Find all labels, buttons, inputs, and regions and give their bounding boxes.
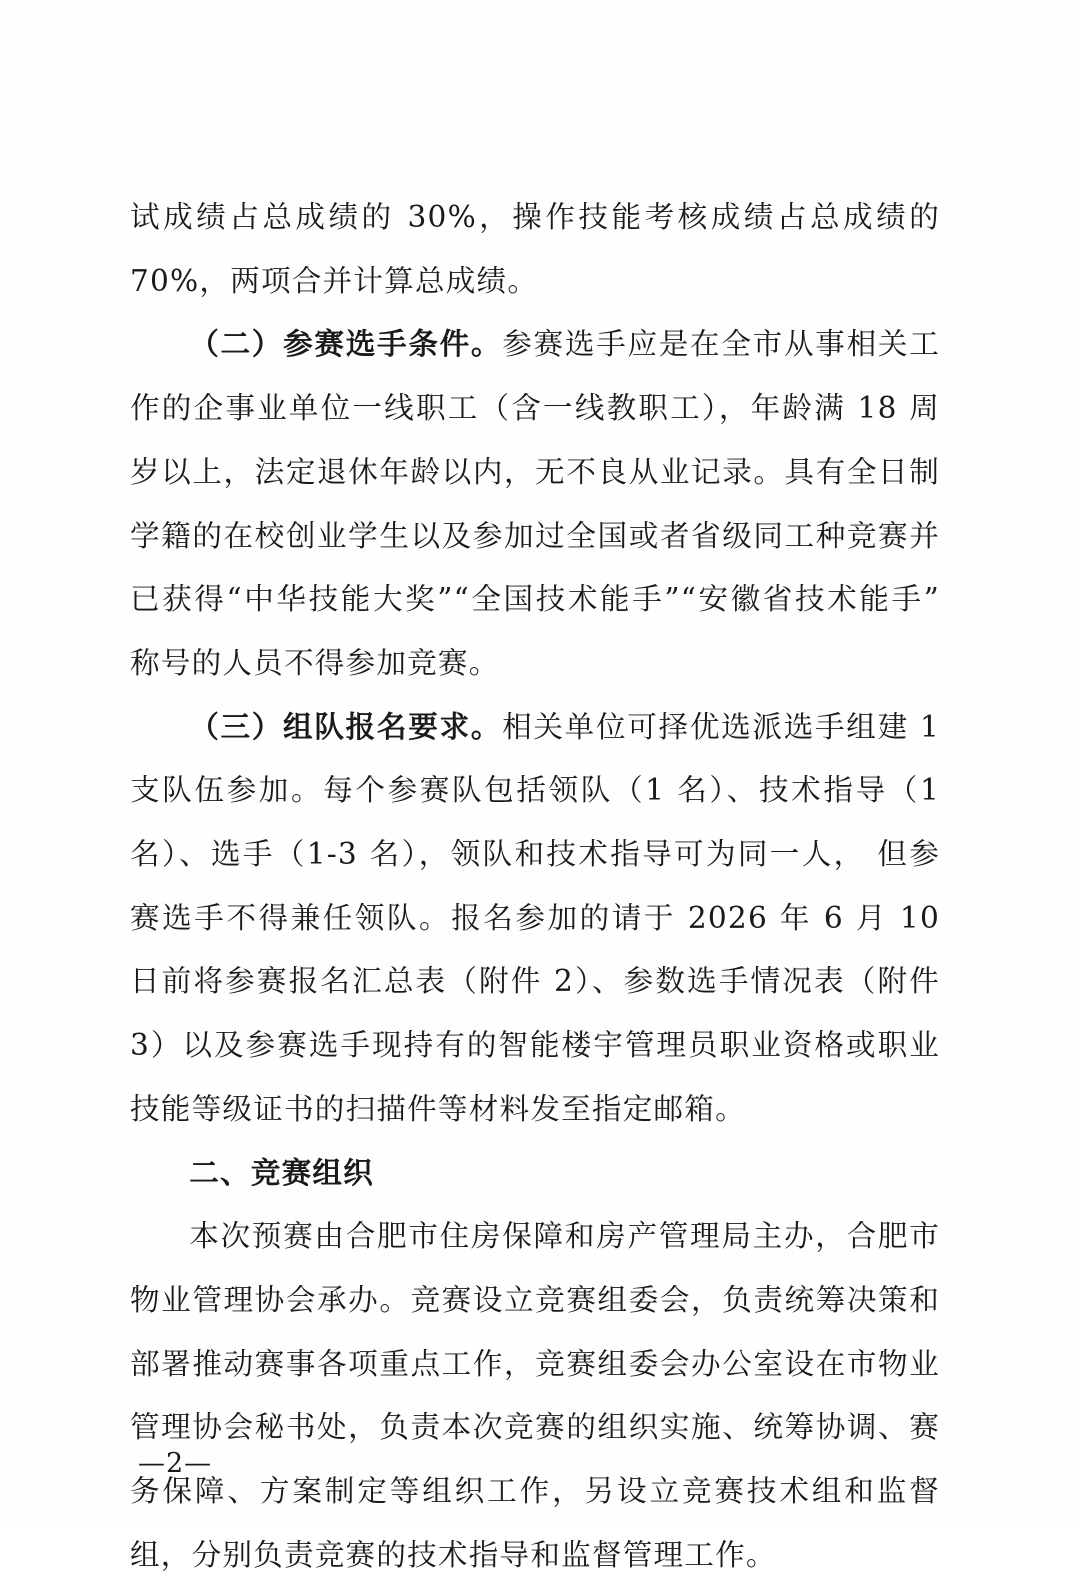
document-body <box>130 186 940 1587</box>
participant-conditions-heading: （二）参赛选手条件。 <box>189 327 503 362</box>
team-registration-text: 相关单位可择优选派选手组建 1 支队伍参加。每个参赛队包括领队（1 名）、技术指导（1 名）、选手（1-3 名），领队和技术指导可为同一人， 但参赛选手不得兼任领队。报名参加的请于 2026 年 6 月 10 日前将参赛报名汇总表（附件 2）、参数选手情况表（附件 3）以及参赛选手现持有的智能楼宇管理员职业资格或职业技能等级证书的扫描件等材料发至指定邮箱。 <box>130 709 940 1126</box>
team-registration-paragraph <box>130 696 940 1142</box>
page-number: —2— <box>138 1448 213 1479</box>
team-registration-heading: （三）组队报名要求。 <box>189 709 503 744</box>
participant-conditions-text: 参赛选手应是在全市从事相关工作的企事业单位一线职工（含一线教职工），年龄满 18 周岁以上，法定退休年龄以内，无不良从业记录。具有全日制学籍的在校创业学生以及参加过全国或者省级同工种竞赛并已获得“中华技能大奖”“全国技术能手”“安徽省技术能手” 称号的人员不得参加竞赛。 <box>130 327 940 680</box>
participant-conditions-paragraph <box>130 313 940 695</box>
competition-organization-heading: 二、竞赛组织 <box>189 1155 374 1190</box>
continuation-paragraph: 试成绩占总成绩的 30%，操作技能考核成绩占总成绩的 70%，两项合并计算总成绩。 <box>130 200 940 298</box>
organization-paragraph: 本次预赛由合肥市住房保障和房产管理局主办，合肥市物业管理协会承办。竞赛设立竞赛组委会，负责统筹决策和部署推动赛事各项重点工作，竞赛组委会办公室设在市物业管理协会秘书处，负责本次竞赛的组织实施、统筹协调、赛务保障、方案制定等组织工作，另设立竞赛技术组和监督组，分别负责竞赛的技术指导和监督管理工作。 <box>130 1219 940 1572</box>
